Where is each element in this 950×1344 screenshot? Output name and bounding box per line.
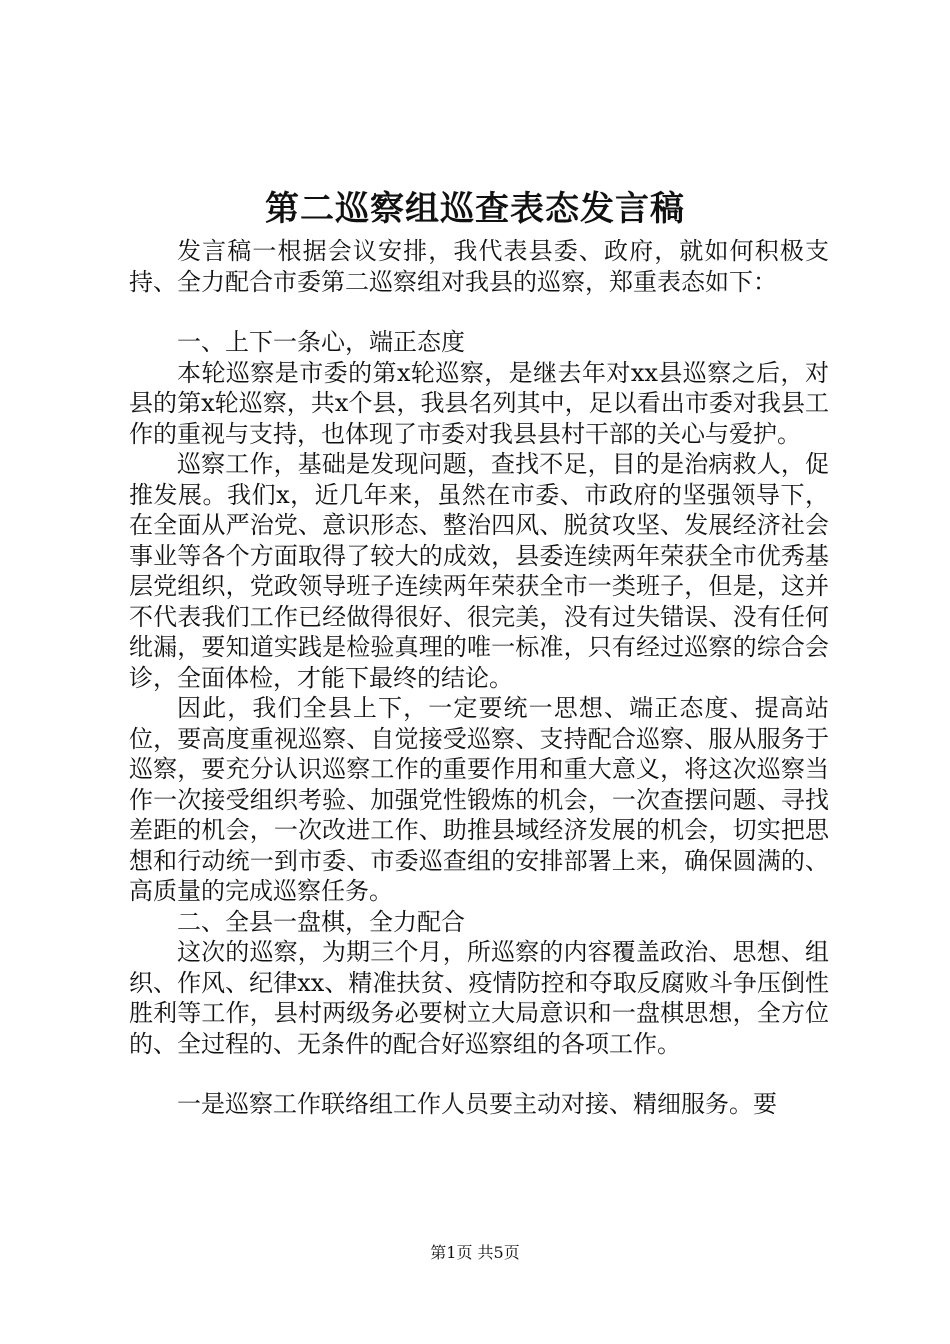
paragraph: 巡察工作，基础是发现问题，查找不足，目的是治病救人，促推发展。我们x，近几年来，虽然在市委、市政府的坚强领导下，在全面从严治党、意识形态、整治四风、脱贫攻坚、发展经济社会事业等各个方面取得了较大的成效，县委连续两年荣获全市优秀基层党组织，党政领导班子连续两年荣获全市一类班子，但是，这并不代表我们工作已经做得很好、很完美，没有过失错误、没有任何纰漏，要知道实践是检验真理的唯一标准，只有经过巡察的综合会诊，全面体检，才能下最终的结论。: [129, 450, 829, 692]
paragraph: 本轮巡察是市委的第x轮巡察，是继去年对xx县巡察之后，对县的第x轮巡察，共x个县，我县名列其中，足以看出市委对我县工作的重视与支持，也体现了市委对我县县村干部的关心与爱护。: [129, 358, 829, 448]
document-body: [129, 236, 829, 1120]
page-footer: 第1页 共5页: [430, 1243, 520, 1262]
paragraph-intro: 发言稿一根据会议安排，我代表县委、政府，就如何积极支持、全力配合市委第二巡察组对我县的巡察，郑重表态如下：: [129, 237, 829, 296]
section-heading-2: 二、全县一盘棋，全力配合: [177, 907, 465, 936]
paragraph: 因此，我们全县上下，一定要统一思想、端正态度、提高站位，要高度重视巡察、自觉接受巡察、支持配合巡察、服从服务于巡察，要充分认识巡察工作的重要作用和重大意义，将这次巡察当作一次接受组织考验、加强党性锻炼的机会，一次查摆问题、寻找差距的机会，一次改进工作、助推县域经济发展的机会，切实把思想和行动统一到市委、市委巡查组的安排部署上来，确保圆满的、高质量的完成巡察任务。: [129, 694, 829, 905]
document-title: 第二巡察组巡查表态发言稿: [265, 189, 685, 229]
paragraph: 一是巡察工作联络组工作人员要主动对接、精细服务。要: [177, 1090, 777, 1118]
paragraph: 这次的巡察，为期三个月，所巡察的内容覆盖政治、思想、组织、作风、纪律xx、精准扶贫、疫情防控和夺取反腐败斗争压倒性胜利等工作，县村两级务必要树立大局意识和一盘棋思想，全方位的、全过程的、无条件的配合好巡察组的各项工作。: [129, 938, 829, 1058]
section-heading-1: 一、上下一条心，端正态度: [177, 328, 465, 356]
